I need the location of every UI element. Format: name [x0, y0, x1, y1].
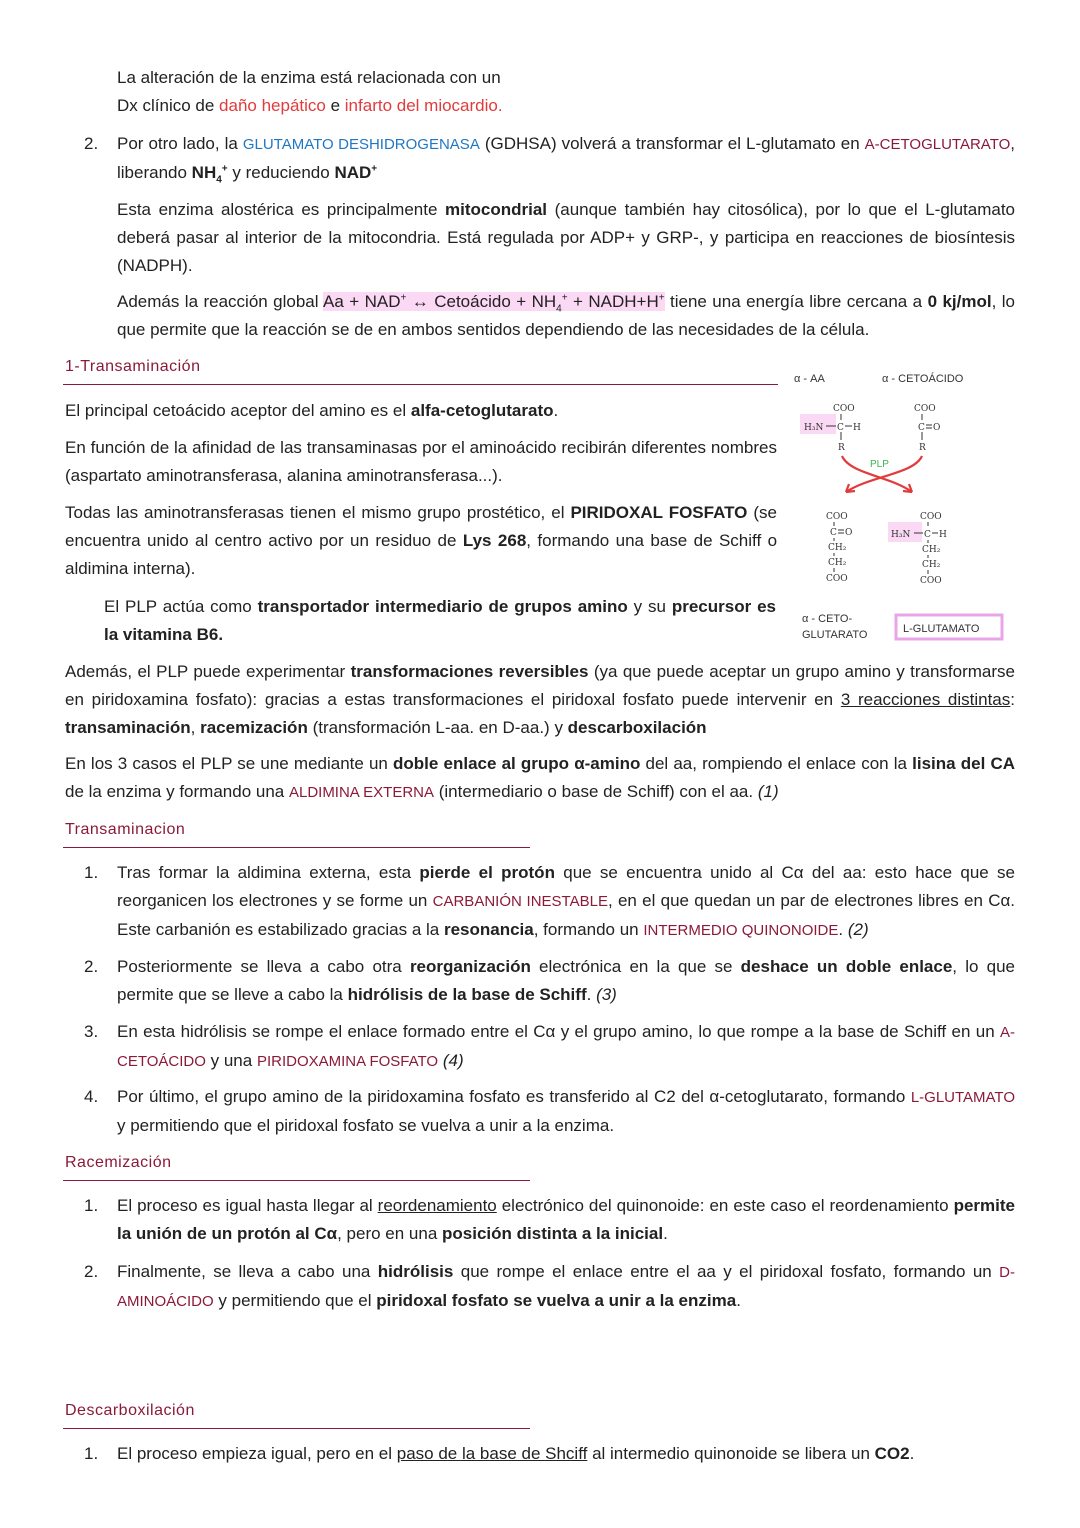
trans-step-1: [117, 859, 1015, 945]
text: (intermediario o base de Schiff) con el aa.: [434, 782, 758, 801]
fig-h: H: [853, 423, 861, 433]
text: ,: [190, 718, 201, 737]
text: NH: [191, 163, 217, 182]
fig-coo: COO: [920, 512, 942, 522]
maroon-term: INTERMEDIO QUINONOIDE: [643, 922, 839, 939]
fig-r: R: [919, 443, 926, 453]
text: que rompe el enlace entre el aa y el piridoxal fosfato, formando un: [453, 1262, 1000, 1281]
item-number: 2.: [84, 1262, 99, 1281]
ref: (4): [438, 1051, 464, 1070]
sup: +: [400, 292, 407, 304]
underlined: reordenamiento: [377, 1196, 497, 1215]
bold: mitocondrial: [445, 200, 548, 219]
fig-ch2: CH₂: [828, 543, 847, 553]
text: , formando un: [533, 920, 644, 939]
maroon-term: A-CETOÁCIDO: [117, 1024, 1015, 1070]
global-paragraph: [117, 288, 1015, 344]
trans-step-4: [117, 1083, 1015, 1140]
text: El proceso es igual hasta llegar al: [117, 1196, 378, 1215]
bold: reorganización: [409, 957, 531, 976]
heading-underline: [63, 1180, 530, 1181]
text: En los 3 casos el PLP se une mediante un: [65, 754, 394, 773]
mito-paragraph: [117, 196, 1015, 280]
heading-underline: [63, 1428, 530, 1429]
maroon-term: CARBANIÓN INESTABLE: [432, 893, 608, 910]
bold: 0 kj/mol: [927, 292, 992, 311]
fig-coo: COO: [914, 404, 936, 414]
underlined: paso de la base de Shciff: [396, 1444, 588, 1463]
bold: resonancia: [443, 920, 534, 939]
fig-label-alpha-cetoacido: α - CETOÁCIDO: [882, 373, 964, 385]
text: Por último, el grupo amino de la piridoxamina fosfato es transferido al C2 del α-cetoglutarato, formando: [117, 1087, 911, 1106]
bold: permite la unión de un protón al Cα: [117, 1196, 1015, 1243]
nh4: [191, 163, 228, 186]
ref: (2): [847, 920, 869, 939]
bold: CO2: [874, 1444, 910, 1463]
text: .: [838, 920, 848, 939]
item-number: 4.: [84, 1087, 99, 1106]
trans-step-2: [117, 953, 1015, 1009]
text: Tras formar la aldimina externa, esta: [117, 863, 420, 882]
section-heading-transaminacion: 1-Transaminación: [65, 358, 201, 375]
nad: [334, 163, 377, 182]
bold: transaminación: [65, 718, 191, 737]
fig-coo: COO: [826, 512, 848, 522]
bold: lisina del CA: [912, 754, 1016, 773]
text: .: [586, 985, 597, 1004]
text: que se encuentra unido al Cα del aa: esto hace que se reorganicen los electrones y se forme un: [117, 863, 1015, 910]
plp-paragraph: [65, 499, 777, 583]
fig-coo: COO: [826, 574, 848, 584]
text: Además, el PLP puede experimentar: [65, 662, 351, 681]
text: El principal cetoácido aceptor del amino es el: [65, 401, 411, 420]
item-number: 3.: [84, 1022, 99, 1041]
fig-label-alpha-aa: α - AA: [794, 373, 825, 385]
heading-underline: [63, 847, 530, 848]
plp-label: PLP: [870, 459, 889, 470]
bold: racemización: [200, 718, 308, 737]
text: , en el que quedan un par de electrones libres en Cα. Este carbanión es estabilizado gracias a la: [117, 891, 1016, 939]
text: (aunque también hay citosólica), por lo que el L-glutamato deberá pasar al interior de la mitocondria. Está regulada por ADP+ y GRP-, y participa en reacciones de biosíntesis (NADPH).: [117, 200, 1015, 275]
race-step-1: [117, 1192, 1015, 1248]
intro-line-1: La alteración de la enzima está relacionada con un: [117, 68, 501, 87]
text: Finalmente, se lleva a cabo una: [117, 1262, 378, 1281]
ref: (3): [596, 985, 617, 1004]
reaction-highlight: [323, 292, 665, 315]
fig-ch2: CH₂: [828, 558, 847, 568]
bold: PIRIDOXAL FOSFATO: [570, 503, 748, 522]
text: Posteriormente se lleva a cabo otra: [117, 957, 410, 976]
item-number: 2.: [84, 957, 99, 976]
desc-step-1: [117, 1440, 1015, 1468]
dano-hepatico: daño hepático: [219, 96, 326, 115]
item-number: 1.: [84, 863, 99, 882]
text: electrónico del quinonoide: en este caso el reordenamiento: [496, 1196, 954, 1215]
transportador-paragraph: [104, 593, 776, 649]
text: (se encuentra unido al centro activo por un residuo de: [65, 503, 778, 550]
intro-text: Dx clínico de: [117, 96, 220, 115]
fig-c: C: [830, 528, 837, 538]
fig-c: C: [924, 530, 931, 540]
text: (GDHSA) volverá a transformar el L-glutamato en: [479, 134, 865, 153]
text: .: [736, 1291, 741, 1310]
item-number: 1.: [84, 1196, 99, 1215]
text: Todas las aminotransferasas tienen el mismo grupo prostético, el: [65, 503, 571, 522]
reversibles-paragraph: [65, 658, 1015, 742]
text: , formando una base de Schiff o aldimina interna).: [65, 531, 778, 578]
text: En esta hidrólisis se rompe el enlace formado entre el Cα y el grupo amino, lo que rompe a la base de Schiff en un: [117, 1022, 1000, 1041]
casos-paragraph: [65, 750, 1015, 807]
text: y permitiendo que el: [213, 1291, 377, 1310]
infarto-miocardio: infarto del miocardio.: [344, 96, 503, 115]
sup: +: [371, 163, 378, 175]
fig-ch2: CH₂: [922, 545, 941, 555]
fig-c: C: [918, 423, 925, 433]
text: .: [553, 401, 559, 420]
bold: Lys 268: [462, 531, 527, 550]
fig-r: R: [838, 443, 845, 453]
fig-h3n: H₃N: [891, 530, 911, 540]
text: , liberando: [117, 134, 1015, 182]
text: de la enzima y formando una: [65, 782, 289, 801]
item-number: 1.: [84, 1444, 99, 1463]
bold: piridoxal fosfato se vuelva a unir a la enzima: [376, 1291, 737, 1310]
maroon-term: ALDIMINA EXTERNA: [288, 784, 435, 801]
text: NAD: [334, 163, 372, 182]
maroon-term: L-GLUTAMATO: [910, 1089, 1015, 1106]
text: , lo que permite que se lleve a cabo la: [117, 957, 1015, 1004]
text: Además la reacción global: [117, 292, 324, 311]
text: al intermedio quinonoide se libera un: [587, 1444, 875, 1463]
fig-o: O: [933, 423, 941, 433]
sup: +: [561, 292, 568, 304]
text: , pero en una: [337, 1224, 443, 1243]
text: ↔ Cetoácido + NH: [406, 292, 557, 311]
sub: 4: [556, 303, 562, 315]
text: (transformación L-aa. en D-aa.) y: [307, 718, 568, 737]
fig-o: O: [845, 528, 853, 538]
section-heading-racemizacion: Racemización: [65, 1154, 172, 1171]
text: y una: [205, 1051, 257, 1070]
section-heading-descarboxilacion: Descarboxilación: [65, 1402, 195, 1419]
text: Esta enzima alostérica es principalmente: [117, 200, 445, 219]
fig-coo: COO: [833, 404, 855, 414]
bold: pierde el protón: [419, 863, 555, 882]
bold: alfa-cetoglutarato: [410, 401, 554, 420]
fig-h: H: [939, 530, 947, 540]
bold: deshace un doble enlace: [740, 957, 953, 976]
bold: hidrólisis: [377, 1262, 454, 1281]
text: El proceso empieza igual, pero en el: [117, 1444, 397, 1463]
underlined: 3 reacciones distintas: [840, 690, 1011, 709]
intro-line-2: [117, 92, 1015, 120]
transamination-figure: [790, 364, 1020, 654]
sup: +: [221, 163, 228, 175]
fig-label-akg-2: GLUTARATO: [802, 629, 868, 641]
text: Por otro lado, la: [117, 134, 243, 153]
text: + NADH+H: [567, 292, 659, 311]
text: y permitiendo que el piridoxal fosfato se vuelva a unir a la enzima.: [117, 1116, 615, 1135]
text: .: [909, 1444, 915, 1463]
heading-underline: [63, 384, 778, 385]
item-number: 2.: [84, 134, 99, 153]
text: y reduciendo: [227, 163, 335, 182]
item2-paragraph: [117, 130, 1015, 187]
text: :: [1010, 690, 1016, 709]
sub: 4: [216, 174, 222, 186]
text: Aa + NAD: [323, 292, 401, 311]
text: del aa, rompiendo el enlace con la: [640, 754, 913, 773]
product-name: A-CETOGLUTARATO: [864, 136, 1011, 153]
text: (ya que puede aceptar un grupo amino y transformarse en piridoxamina fosfato): gracias a estas transformaciones el piridoxal fosfato puede intervenir en: [65, 662, 1015, 709]
bold: transportador intermediario de grupos amino: [257, 597, 628, 616]
trans-step-3: [117, 1018, 1015, 1076]
bold: descarboxilación: [567, 718, 707, 737]
section-heading-transaminacion-2: Transaminacion: [65, 821, 186, 838]
ref: (1): [757, 782, 779, 801]
text: .: [663, 1224, 668, 1243]
fig-ch2: CH₂: [922, 560, 941, 570]
fig-h3n: H₃N: [804, 423, 824, 433]
aceptor-paragraph: [65, 397, 777, 425]
text: y su: [627, 597, 672, 616]
maroon-term: PIRIDOXAMINA FOSFATO: [256, 1053, 439, 1070]
sup: +: [658, 292, 665, 304]
text: tiene una energía libre cercana a: [664, 292, 928, 311]
bold: precursor es la vitamina B6.: [104, 597, 776, 644]
bold: posición distinta a la inicial: [442, 1224, 664, 1243]
fig-label-lglutamato: L-GLUTAMATO: [903, 623, 980, 635]
bold: transformaciones reversibles: [350, 662, 589, 681]
fig-label-akg-1: α - CETO-: [802, 613, 853, 625]
text: , lo que permite que la reacción se de en ambos sentidos dependiendo de las necesidades de la célula.: [117, 292, 1015, 339]
enzyme-name: GLUTAMATO DESHIDROGENASA: [242, 136, 480, 153]
bold: doble enlace al grupo α-amino: [393, 754, 641, 773]
text: electrónica en la que se: [530, 957, 741, 976]
conj: e: [325, 96, 345, 115]
afinidad-paragraph: En función de la afinidad de las transaminasas por el aminoácido recibirán diferentes nombres (aspartato aminotransferasa, alanina aminotransferasa...).: [65, 438, 777, 485]
bold: hidrólisis de la base de Schiff: [347, 985, 587, 1004]
text: El PLP actúa como: [104, 597, 258, 616]
race-step-2: [117, 1258, 1015, 1316]
maroon-term: D-AMINOÁCIDO: [117, 1264, 1015, 1310]
fig-c: C: [837, 423, 844, 433]
fig-coo: COO: [920, 576, 942, 586]
